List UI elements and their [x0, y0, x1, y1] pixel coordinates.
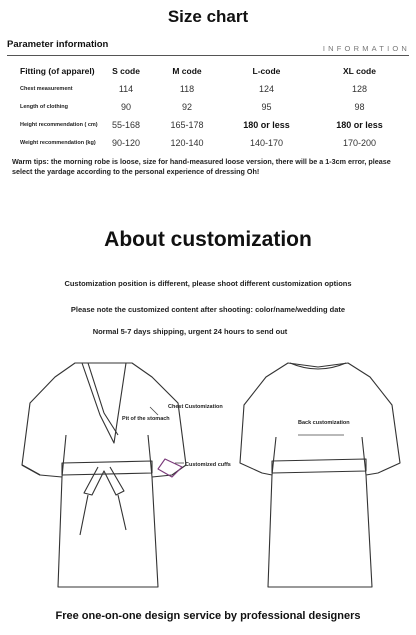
table-cell: 120-140 [170, 138, 204, 148]
column-header: S code [112, 66, 140, 76]
table-row [20, 116, 406, 134]
warm-tips: Warm tips: the morning robe is loose, size for hand-measured loose version, there will be a 1-3cm error, please select the yardage according to the personal experience of dressing Oh! [12, 157, 391, 176]
annotation-chest: Chest Customization [168, 404, 223, 410]
table-cell: 124 [258, 84, 274, 94]
annotation-cuffs: Customized cuffs [185, 462, 231, 468]
customization-line-1: Customization position is different, please shoot different customization options [64, 279, 352, 288]
table-header-row [20, 62, 406, 80]
table-cell: 114 [118, 84, 134, 94]
table-cell: 118 [179, 84, 195, 94]
robe-illustrations [0, 355, 416, 595]
section-label: Parameter information [7, 39, 109, 50]
table-row [20, 134, 406, 152]
table-cell: 165-178 [170, 120, 204, 130]
divider [7, 55, 409, 56]
table-cell: 92 [181, 102, 192, 112]
row-label: Length of clothing [20, 103, 68, 110]
table-cell: 140-170 [249, 138, 283, 148]
row-label: Weight recommendation (kg) [20, 139, 96, 146]
column-header: L-code [252, 66, 281, 76]
front-robe-illustration [22, 363, 186, 587]
page-title: Size chart [167, 7, 249, 26]
annotation-pit: Pit of the stomach [122, 416, 170, 422]
section-label-en: INFORMATION [322, 44, 410, 53]
table-cell: 55-168 [111, 120, 141, 130]
customization-line-3: Normal 5-7 days shipping, urgent 24 hours to send out [92, 327, 288, 336]
table-cell: 95 [261, 102, 272, 112]
row-label: Height recommendation ( cm) [20, 121, 98, 128]
customization-title: About customization [104, 228, 312, 251]
customization-line-2: Please note the customized content after shooting: color/name/wedding date [70, 305, 346, 314]
annotation-back: Back customization [298, 420, 350, 426]
column-header: M code [172, 66, 202, 76]
table-cell: 90-120 [111, 138, 141, 148]
table-cell: 128 [351, 84, 367, 94]
size-table [20, 62, 406, 152]
back-robe-illustration [240, 363, 400, 587]
row-label: Chest measurement [20, 85, 73, 92]
table-cell: 180 or less [243, 120, 290, 130]
table-cell: 98 [354, 102, 365, 112]
column-header: XL code [343, 66, 376, 76]
column-header: Fitting (of apparel) [20, 65, 95, 76]
footer-text: Free one-on-one design service by professional designers [55, 610, 361, 622]
table-row [20, 80, 406, 98]
table-cell: 180 or less [336, 120, 383, 130]
table-cell: 170-200 [342, 138, 376, 148]
table-row [20, 98, 406, 116]
table-cell: 90 [120, 102, 131, 112]
